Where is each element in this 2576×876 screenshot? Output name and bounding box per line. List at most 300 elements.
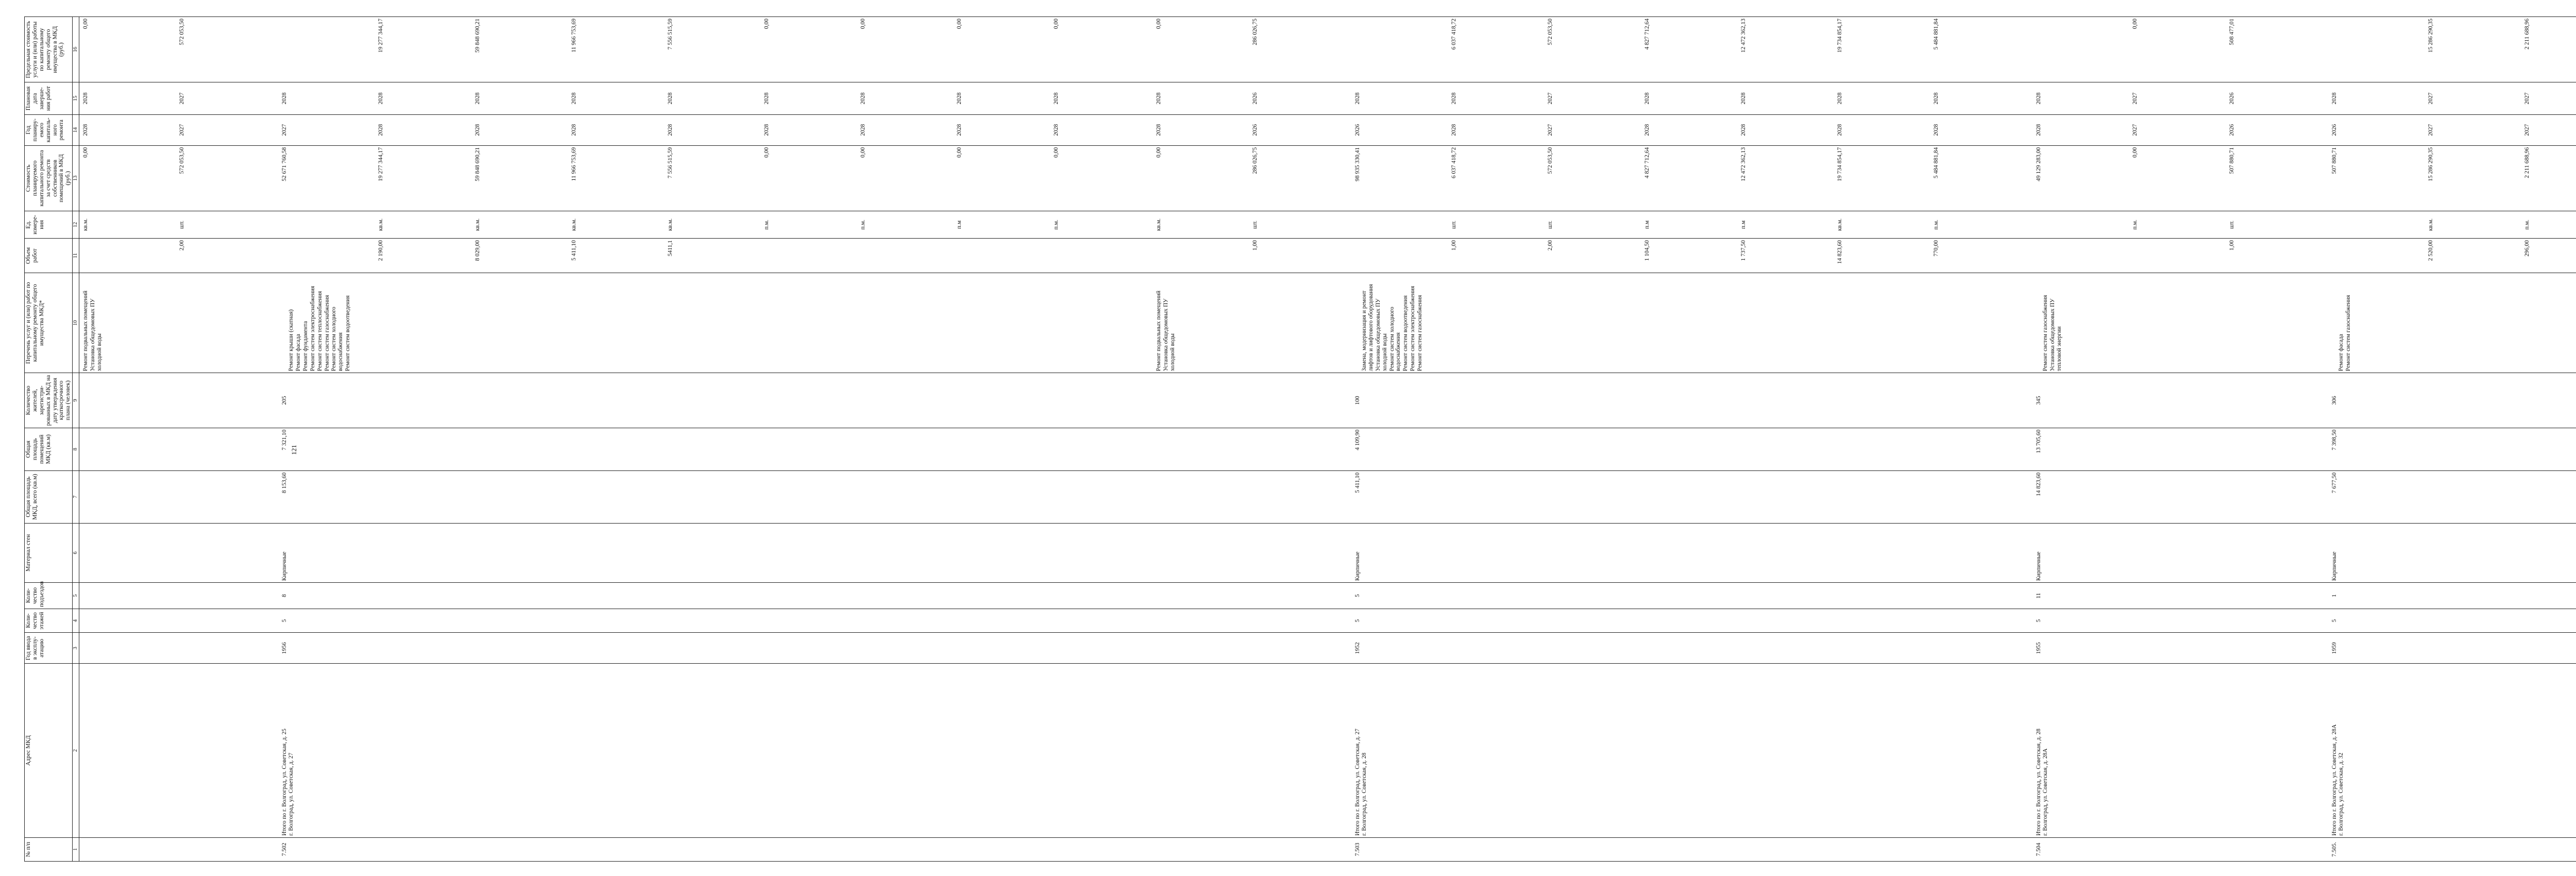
column-number: 7	[73, 470, 79, 523]
limit-cost-line: 0,00	[764, 19, 770, 29]
header-row	[25, 17, 73, 862]
works-list-line: Ремонт систем газоснабжения	[1417, 295, 1423, 372]
work-unit-line: шт.	[1451, 221, 1458, 229]
limit-cost-line: 2 211 688,96	[2524, 19, 2531, 49]
work-unit-line: шт.	[179, 221, 185, 229]
limit-cost-line: 0,00	[860, 19, 867, 29]
row-number: 7.502	[278, 837, 1153, 861]
premises-area	[79, 428, 278, 470]
end-date-line: 2027	[2428, 92, 2434, 105]
work-volume-line: 770,00	[1933, 240, 1940, 257]
limit-cost-line: 7 556 515,59	[667, 19, 673, 50]
year-built	[1153, 633, 1351, 664]
wall-material: Кирпичные	[1351, 523, 2032, 583]
limit-cost-line: 12 472 362,13	[1740, 19, 1747, 53]
header-floors: Коли-чество этажей	[25, 609, 73, 632]
header-total-area: Общая площадь МКД, всего (кв.м)	[25, 470, 73, 523]
work-unit-line: п.м	[1740, 220, 1747, 229]
address-cell-line: г. Волгоград, ул. Советская, д. 28А	[2042, 748, 2049, 836]
work-cost-line: 98 935 330,41	[1354, 147, 1361, 181]
works-list-line: Ремонт систем теплоснабжения	[316, 291, 323, 372]
year-planned-line: 2026	[2228, 124, 2235, 136]
limit-cost-line: 6 037 418,72	[1451, 19, 1458, 50]
works-list	[2032, 273, 2328, 373]
end-date-line: 2027	[179, 92, 185, 105]
entrances	[1153, 583, 1351, 609]
work-cost	[2032, 145, 2328, 211]
works-list-line: Ремонт подвальных помещений	[82, 290, 89, 372]
work-unit-line	[2036, 213, 2132, 237]
limit-cost-line: 572 053,50	[1547, 19, 1554, 45]
work-volume-line: 1,00	[1451, 240, 1458, 251]
work-volume-line: 1,00	[2228, 240, 2235, 251]
column-number: 1	[73, 837, 79, 861]
year-planned-line: 2027	[2428, 124, 2434, 136]
table-row	[2032, 17, 2328, 862]
end-date-line: 2028	[474, 92, 481, 105]
year-planned	[2032, 114, 2328, 145]
work-volume-line	[2132, 240, 2228, 271]
floors	[1153, 609, 1351, 632]
column-number: 8	[73, 428, 79, 470]
end-date-line: 2028	[1053, 92, 1059, 105]
year-planned	[1153, 114, 1351, 145]
residents: 205	[278, 373, 1153, 428]
limit-cost-line: 572 053,50	[179, 19, 185, 45]
end-date-line: 2026	[1251, 92, 1258, 105]
limit-cost-line	[2036, 19, 2132, 80]
work-unit	[278, 211, 1153, 238]
end-date	[79, 82, 278, 114]
table-row	[2328, 17, 2576, 862]
limit-cost-line: 11 966 753,69	[570, 19, 577, 53]
end-date	[1351, 82, 2032, 114]
address-cell	[2032, 664, 2328, 838]
end-date	[2328, 82, 2576, 114]
end-date-line: 2028	[956, 92, 963, 105]
work-volume-line: 8 029,00	[474, 240, 481, 261]
address-cell-line: г. Волгоград, ул. Советская, д. 28	[1361, 752, 1367, 836]
work-unit-line: кв.м.	[1155, 218, 1162, 231]
works-list-line: Ремонт систем электроснабжения	[309, 285, 316, 372]
row-number: 7.503	[1351, 837, 2032, 861]
wall-material: Кирпичные	[2328, 523, 2576, 583]
header-premises-area: Общая площадь помещений МКД (кв.м)	[25, 428, 73, 470]
limit-cost	[1351, 17, 2032, 82]
entrances: 1	[2328, 583, 2576, 609]
work-cost-line: 0,00	[2132, 147, 2139, 158]
address-cell-line: Итого по г. Волгоград, ул. Советская, д. 25	[281, 728, 288, 836]
header-works-list: Перечень услуг и (или) работ по капитальному ремонту общего имущества МКД*	[25, 273, 73, 373]
works-list-line: Ремонт фундамента	[302, 321, 309, 372]
limit-cost	[278, 17, 1153, 82]
end-date-line: 2028	[2036, 92, 2042, 105]
work-cost-line: 0,00	[82, 147, 89, 158]
year-planned-line: 2028	[1933, 124, 1940, 136]
work-cost-line: 507 880,71	[2331, 147, 2337, 174]
work-cost-line: 0,00	[956, 147, 963, 158]
works-list-line	[2036, 275, 2042, 371]
end-date-line: 2028	[2331, 92, 2337, 105]
works-list	[79, 273, 278, 373]
column-number: 3	[73, 633, 79, 664]
header-unit: Ед. измере-ния	[25, 211, 73, 238]
year-planned-line: 2026	[2331, 124, 2337, 136]
work-cost-line: 286 026,75	[1251, 147, 1258, 174]
address-cell-line	[1156, 665, 1162, 836]
work-unit-line: п.м	[956, 220, 963, 229]
end-date-line: 2028	[764, 92, 770, 105]
work-cost	[2328, 145, 2576, 211]
table-header	[25, 17, 79, 862]
works-list	[1351, 273, 2032, 373]
address-cell-line: Итого по г. Волгоград, ул. Советская, д. 28А	[2331, 724, 2337, 836]
end-date	[278, 82, 1153, 114]
end-date-line: 2028	[1155, 92, 1162, 105]
row-number: 7.504	[2032, 837, 2328, 861]
work-cost-line: 52 671 760,58	[281, 147, 288, 181]
year-planned-line: 2028	[1053, 124, 1059, 136]
work-volume-line	[82, 240, 179, 271]
work-cost-line: 507 880,71	[2228, 147, 2235, 174]
total-area	[79, 470, 278, 523]
year-built: 1959	[2328, 633, 2576, 664]
work-unit-line: кв.м.	[667, 218, 673, 231]
works-list-line: Ремонт систем газоснабжения	[2345, 295, 2351, 372]
works-list-line: Ремонт систем водоотведения	[1402, 295, 1409, 372]
year-planned-line: 2028	[1740, 124, 1747, 136]
works-list-line: Ремонт систем газоснабжения	[324, 295, 330, 372]
work-cost-line: 15 286 290,35	[2428, 147, 2434, 181]
year-built: 1955	[2032, 633, 2328, 664]
work-unit-line: кв.м.	[1836, 218, 1843, 231]
work-unit-line: п.м.	[860, 220, 867, 230]
works-list-line: Ремонт систем холодного водоснабжения	[331, 307, 344, 372]
works-list-line: Установка общедомовых ПУ тепловой энергии	[2049, 298, 2063, 372]
year-planned-line: 2028	[1643, 124, 1650, 136]
works-list-line: Ремонт систем водоотведения	[345, 295, 351, 372]
total-area: 14 823,60	[2032, 470, 2328, 523]
end-date-line: 2028	[378, 92, 384, 105]
work-unit	[2328, 211, 2576, 238]
works-list	[2328, 273, 2576, 373]
work-cost	[1351, 145, 2032, 211]
works-list-line: Установка общедомовых ПУ холодной воды	[1375, 298, 1388, 372]
limit-cost	[2032, 17, 2328, 82]
work-volume-line: 2 190,00	[378, 240, 384, 261]
row-number	[1153, 837, 1351, 861]
total-area: 5 411,10	[1351, 470, 2032, 523]
work-volume	[79, 239, 278, 273]
year-planned-line: 2028	[956, 124, 963, 136]
limit-cost	[1153, 17, 1351, 82]
year-planned-line: 2027	[2524, 124, 2531, 136]
work-unit	[1351, 211, 2032, 238]
column-number: 11	[73, 239, 79, 273]
work-unit-line: п.м.	[764, 220, 770, 230]
column-number: 16	[73, 17, 79, 82]
column-number: 4	[73, 609, 79, 632]
year-planned-line: 2028	[860, 124, 867, 136]
works-list-line: Ремонт фасада	[2337, 334, 2344, 372]
row-number	[79, 837, 278, 861]
work-cost-line: 0,00	[860, 147, 867, 158]
header-limit-cost: Предельная стоимость услуги и (или) работы по капитальному ремонту общего имущества в МКД (руб.)	[25, 17, 73, 82]
column-number: 13	[73, 145, 79, 211]
works-list-line: Установка общедомовых ПУ холодной воды	[89, 298, 103, 372]
header-residents: Количество жителей, зарегистри-рованных в МКД на дату утверждения краткосрочного плана (человек)	[25, 373, 73, 428]
work-volume-line	[1053, 240, 1149, 271]
table-row	[1351, 17, 2032, 862]
year-planned-line: 2028	[570, 124, 577, 136]
year-planned-line: 2028	[667, 124, 673, 136]
limit-cost-line: 0,00	[1053, 19, 1059, 29]
work-cost-line: 19 277 344,17	[378, 147, 384, 181]
total-area: 8 153,60	[278, 470, 1153, 523]
work-volume-line	[281, 240, 378, 271]
residents	[79, 373, 278, 428]
address-cell-line: Итого по г. Волгоград, ул. Советская, д. 27	[1354, 728, 1361, 836]
premises-area: 7 398,50	[2328, 428, 2576, 470]
end-date-line: 2026	[2228, 92, 2235, 105]
residents: 100	[1351, 373, 2032, 428]
work-cost-line: 0,00	[764, 147, 770, 158]
header-year-planned: Год планиру-емого капиталь-ного ремонта	[25, 114, 73, 145]
year-planned-line: 2027	[281, 124, 288, 136]
year-planned-line: 2028	[764, 124, 770, 136]
floors: 5	[2328, 609, 2576, 632]
entrances: 11	[2032, 583, 2328, 609]
end-date-line: 2027	[2524, 92, 2531, 105]
work-unit-line: кв.м.	[474, 218, 481, 231]
premises-area: 4 109,90	[1351, 428, 2032, 470]
floors: 5	[2032, 609, 2328, 632]
end-date-line: 2027	[2132, 92, 2139, 105]
works-list-line	[281, 275, 288, 371]
end-date-line: 2028	[1836, 92, 1843, 105]
year-planned-line: 2026	[1354, 124, 1361, 136]
header-num: № п/п	[25, 837, 73, 861]
year-built: 1952	[1351, 633, 2032, 664]
work-unit-line: кв.м.	[570, 218, 577, 231]
header-entrances: Коли-чество подъездов	[25, 583, 73, 609]
work-volume-line: 5411,1	[667, 240, 673, 257]
wall-material: Кирпичные	[278, 523, 1153, 583]
limit-cost-line: 0,00	[956, 19, 963, 29]
work-volume	[2032, 239, 2328, 273]
work-volume	[278, 239, 1153, 273]
works-list-line	[1354, 275, 1361, 371]
limit-cost-line: 0,00	[1155, 19, 1162, 29]
capital-repair-table	[24, 16, 2576, 862]
work-unit-line	[281, 213, 378, 237]
work-unit-line: п.м.	[2132, 220, 2139, 230]
year-planned-line: 2028	[1451, 124, 1458, 136]
year-planned-line: 2027	[2132, 124, 2139, 136]
wall-material	[1153, 523, 1351, 583]
work-volume-line: 2,00	[1547, 240, 1554, 251]
work-volume-line: 1 104,50	[1643, 240, 1650, 261]
works-list-line: Ремонт фасада	[295, 334, 302, 372]
limit-cost-line: 59 848 690,21	[474, 19, 481, 53]
limit-cost-line: 0,00	[82, 19, 89, 29]
address-cell	[79, 664, 278, 838]
column-number: 15	[73, 82, 79, 114]
header-volume: Объем работ	[25, 239, 73, 273]
limit-cost-line: 5 484 881,84	[1933, 19, 1940, 50]
year-planned-line: 2028	[1155, 124, 1162, 136]
column-number: 14	[73, 114, 79, 145]
work-unit-line: шт.	[1547, 221, 1554, 229]
end-date	[2032, 82, 2328, 114]
works-list	[278, 273, 1153, 373]
limit-cost-line	[2331, 19, 2428, 80]
limit-cost-line: 286 026,75	[1251, 19, 1258, 45]
column-number: 12	[73, 211, 79, 238]
entrances: 5	[1351, 583, 2032, 609]
page-number-text: 121	[290, 445, 298, 455]
address-cell	[1351, 664, 2032, 838]
work-cost-line: 12 472 362,13	[1740, 147, 1747, 181]
works-list-line	[2331, 275, 2338, 371]
limit-cost-line: 19 277 344,17	[378, 19, 384, 53]
works-list-line: Установка общедомовых ПУ холодной воды	[1162, 298, 1176, 372]
end-date-line: 2028	[1354, 92, 1361, 105]
year-planned	[278, 114, 1153, 145]
column-number: 6	[73, 523, 79, 583]
end-date-line: 2028	[82, 92, 89, 105]
year-planned-line: 2028	[1836, 124, 1843, 136]
work-volume-line: 2,00	[179, 240, 185, 251]
work-cost-line: 0,00	[1053, 147, 1059, 158]
floors	[79, 609, 278, 632]
column-number: 9	[73, 373, 79, 428]
work-cost-line: 49 129 283,00	[2036, 147, 2042, 181]
end-date-line: 2028	[570, 92, 577, 105]
work-cost-line: 0,00	[1155, 147, 1162, 158]
row-number: 7.505.	[2328, 837, 2576, 861]
total-area	[1153, 470, 1351, 523]
work-volume-line	[764, 240, 860, 271]
year-planned-line: 2026	[1251, 124, 1258, 136]
works-list	[1153, 273, 1351, 373]
table-row	[278, 17, 1153, 862]
works-list-line: Ремонт подвальных помещений	[1155, 290, 1162, 372]
work-unit-line: шт.	[2228, 221, 2235, 229]
limit-cost	[79, 17, 278, 82]
end-date-line: 2028	[1643, 92, 1650, 105]
work-cost-line: 4 827 712,64	[1643, 147, 1650, 179]
table-row	[1153, 17, 1351, 862]
floors: 5	[1351, 609, 2032, 632]
year-built: 1956	[278, 633, 1153, 664]
work-unit-line: кв.м.	[82, 218, 89, 231]
address-cell-line: г. Волгоград, ул. Советская, д. 32	[2337, 752, 2344, 836]
year-planned	[2328, 114, 2576, 145]
column-number-row	[73, 17, 79, 862]
work-cost-line: 19 734 854,17	[1836, 147, 1843, 181]
header-address: Адрес МКД	[25, 664, 73, 838]
header-cost: Стоимость планируемого капитального ремонта за счет средств собственников помещений в МКД (руб.)	[25, 145, 73, 211]
works-list-line: Ремонт систем электроснабжения	[1410, 285, 1416, 372]
work-volume-line	[860, 240, 956, 271]
work-volume-line	[956, 240, 1053, 271]
works-list-line: Ремонт крыши (скатная)	[288, 309, 295, 372]
work-unit-line: п.м.	[1933, 220, 1940, 230]
table-body	[79, 17, 2576, 862]
year-planned-line: 2027	[179, 124, 185, 136]
end-date-line: 2028	[860, 92, 867, 105]
address-cell	[1153, 664, 1351, 838]
work-cost-line: 11 966 753,69	[570, 147, 577, 181]
column-number: 10	[73, 273, 79, 373]
end-date-line: 2028	[667, 92, 673, 105]
end-date-line: 2028	[1451, 92, 1458, 105]
year-planned-line: 2028	[82, 124, 89, 136]
work-volume	[1351, 239, 2032, 273]
column-number: 5	[73, 583, 79, 609]
works-list-line: Ремонт систем холодного водоснабжения	[1388, 307, 1402, 372]
end-date-line: 2028	[281, 92, 288, 105]
end-date-line: 2028	[1933, 92, 1940, 105]
residents	[1153, 373, 1351, 428]
limit-cost-line: 508 477,01	[2228, 19, 2235, 45]
floors: 5	[278, 609, 1153, 632]
address-cell	[2328, 664, 2576, 838]
residents: 345	[2032, 373, 2328, 428]
address-cell-line	[82, 665, 89, 836]
entrances	[79, 583, 278, 609]
work-unit-line	[2331, 213, 2428, 237]
work-volume-line: 1,00	[1251, 240, 1258, 251]
work-unit-line	[1354, 213, 1451, 237]
work-unit-line: п.м.	[2524, 220, 2531, 230]
header-end-date: Плановая дата заверше-ния работ	[25, 82, 73, 114]
wall-material: Кирпичные	[2032, 523, 2328, 583]
work-cost-line: 5 484 881,84	[1933, 147, 1940, 179]
works-list-line: Ремонт систем газоснабжения	[2042, 295, 2049, 372]
premises-area	[1153, 428, 1351, 470]
end-date-line: 2028	[1740, 92, 1747, 105]
rotated-page	[24, 16, 2531, 862]
column-number: 2	[73, 664, 79, 838]
work-volume-line: 296,00	[2524, 240, 2531, 257]
work-unit	[79, 211, 278, 238]
work-cost-line: 2 211 688,96	[2524, 147, 2531, 178]
work-unit-line: п.м	[1643, 220, 1650, 229]
entrances: 8	[278, 583, 1153, 609]
header-year-built: Год ввода в эксплу-атацию	[25, 633, 73, 664]
work-unit	[1153, 211, 1351, 238]
address-cell	[278, 664, 1153, 838]
year-planned	[1351, 114, 2032, 145]
premises-area: 7 321,10	[278, 428, 1153, 470]
work-volume-line: 14 823,60	[1836, 240, 1843, 264]
work-unit-line: кв.м.	[2428, 218, 2434, 231]
end-date-line: 2027	[1547, 92, 1554, 105]
year-planned-line: 2028	[474, 124, 481, 136]
year-built	[79, 633, 278, 664]
work-cost-line: 59 848 690,21	[474, 147, 481, 181]
work-cost	[79, 145, 278, 211]
work-unit-line: п.м.	[1053, 220, 1059, 230]
limit-cost-line: 4 827 712,64	[1643, 19, 1650, 50]
year-planned	[79, 114, 278, 145]
year-planned-line: 2028	[2036, 124, 2042, 136]
end-date	[1153, 82, 1351, 114]
work-cost	[278, 145, 1153, 211]
work-cost-line: 6 037 418,72	[1451, 147, 1458, 179]
